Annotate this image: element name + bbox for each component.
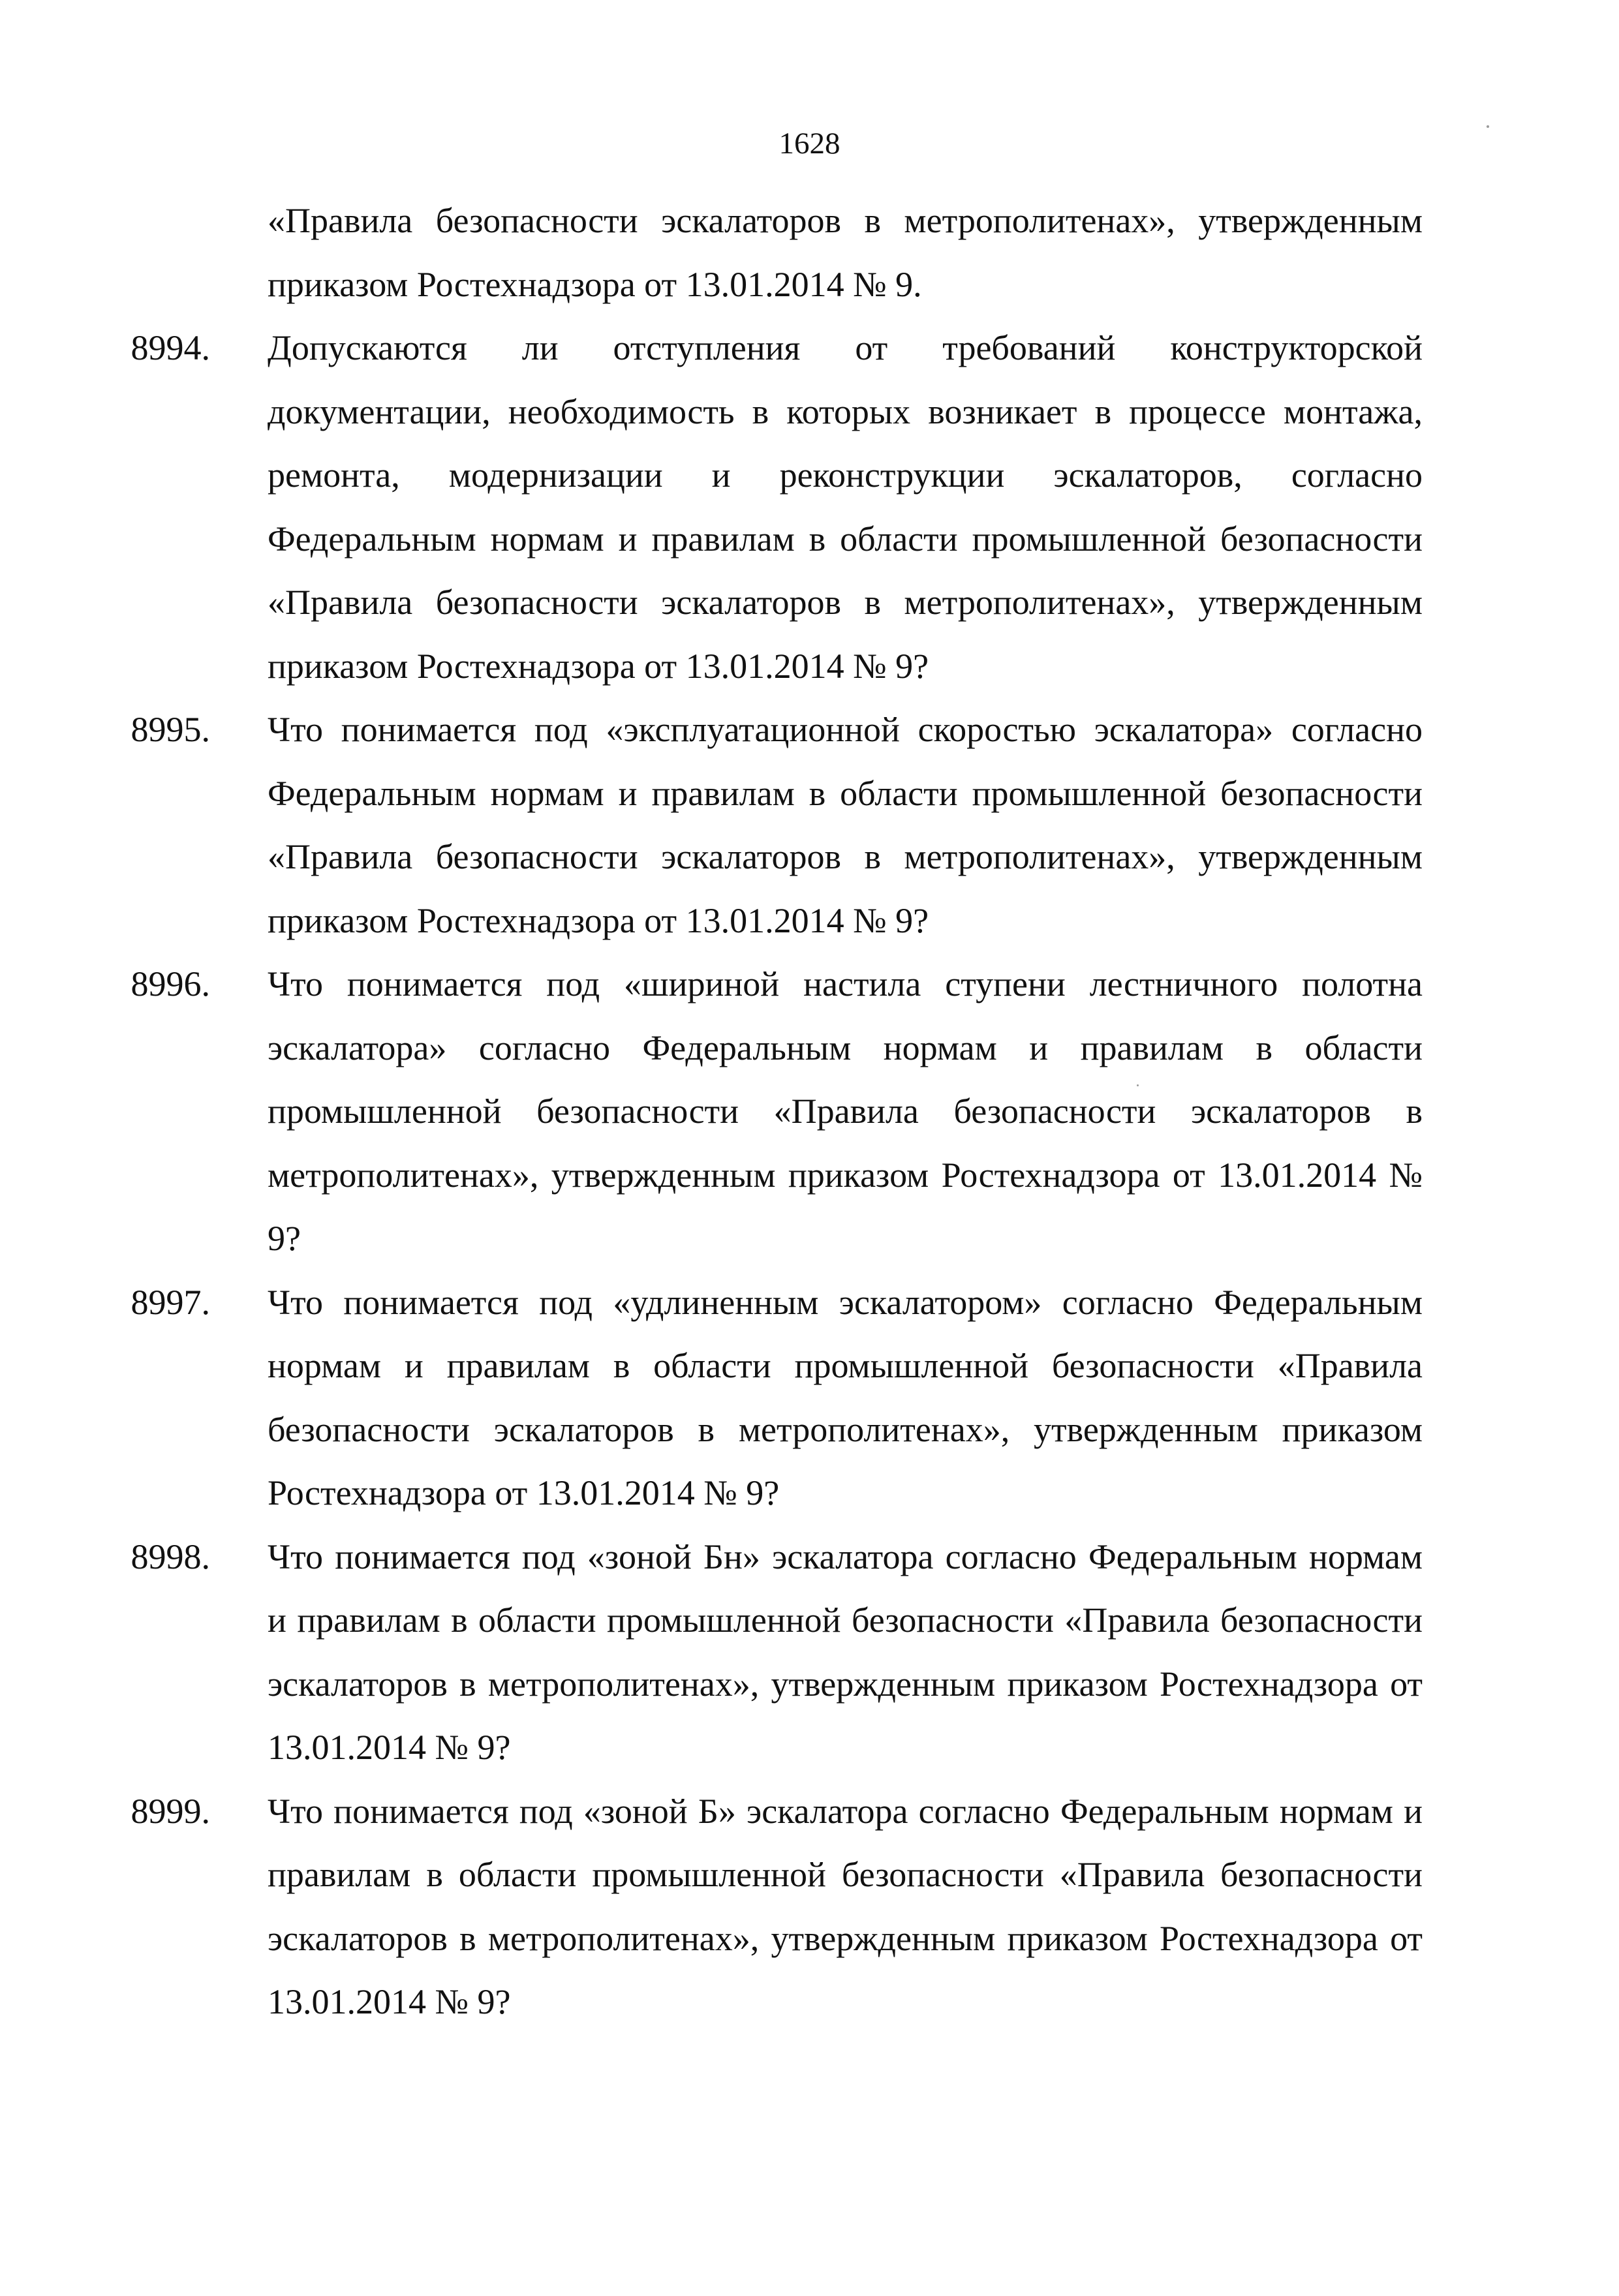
item-number: 8999. (131, 1791, 210, 1831)
item-text: Что понимается под «эксплуатационной скоростью эскалатора» согласно Федеральным нормам и правилам в области промышленной безопасности «Правила безопасности эскалаторов в метрополитенах», утвержденным приказом Ростехнадзора от 13.01.2014 № 9? (268, 710, 1423, 940)
item-text: Что понимается под «зоной Бн» эскалатора согласно Федеральным нормам и правилам в области промышленной безопасности «Правила безопасности эскалаторов в метрополитенах», утвержденным приказом Ростехнадзора от 13.01.2014 № 9? (268, 1537, 1423, 1767)
intro-paragraph: «Правила безопасности эскалаторов в метрополитенах», утвержденным приказом Ростехнадзора от 13.01.2014 № 9. (268, 201, 1423, 304)
list-item (131, 1525, 1423, 1780)
list-item (131, 953, 1423, 1271)
page-number: 1628 (779, 127, 840, 161)
item-text: Что понимается под «удлиненным эскалатором» согласно Федеральным нормам и правилам в области промышленной безопасности «Правила безопасности эскалаторов в метрополитенах», утвержденным приказом Ростехнадзора от 13.01.2014 № 9? (268, 1282, 1423, 1512)
document-body (131, 189, 1423, 2034)
list-item (131, 316, 1423, 698)
item-number: 8997. (131, 1282, 210, 1322)
scan-speck (1487, 125, 1489, 128)
list-item (131, 1780, 1423, 2034)
item-number: 8996. (131, 964, 210, 1003)
list-item (131, 698, 1423, 953)
item-number: 8995. (131, 710, 210, 749)
item-number: 8998. (131, 1537, 210, 1576)
scan-speck (1137, 1084, 1139, 1086)
item-number: 8994. (131, 328, 210, 367)
item-text: Что понимается под «шириной настила ступени лестничного полотна эскалатора» согласно Федеральным нормам и правилам в области промышленной безопасности «Правила безопасности эскалаторов в метрополитенах», утвержденным приказом Ростехнадзора от 13.01.2014 № 9? (268, 964, 1423, 1258)
list-item (131, 1271, 1423, 1525)
item-text: Что понимается под «зоной Б» эскалатора согласно Федеральным нормам и правилам в области промышленной безопасности «Правила безопасности эскалаторов в метрополитенах», утвержденным приказом Ростехнадзора от 13.01.2014 № 9? (268, 1791, 1423, 2021)
item-text: Допускаются ли отступления от требований конструкторской документации, необходимость в которых возникает в процессе монтажа, ремонта, модернизации и реконструкции эскалаторов, согласно Федеральным нормам и правилам в области промышленной безопасности «Правила безопасности эскалаторов в метрополитенах», утвержденным приказом Ростехнадзора от 13.01.2014 № 9? (268, 328, 1423, 686)
